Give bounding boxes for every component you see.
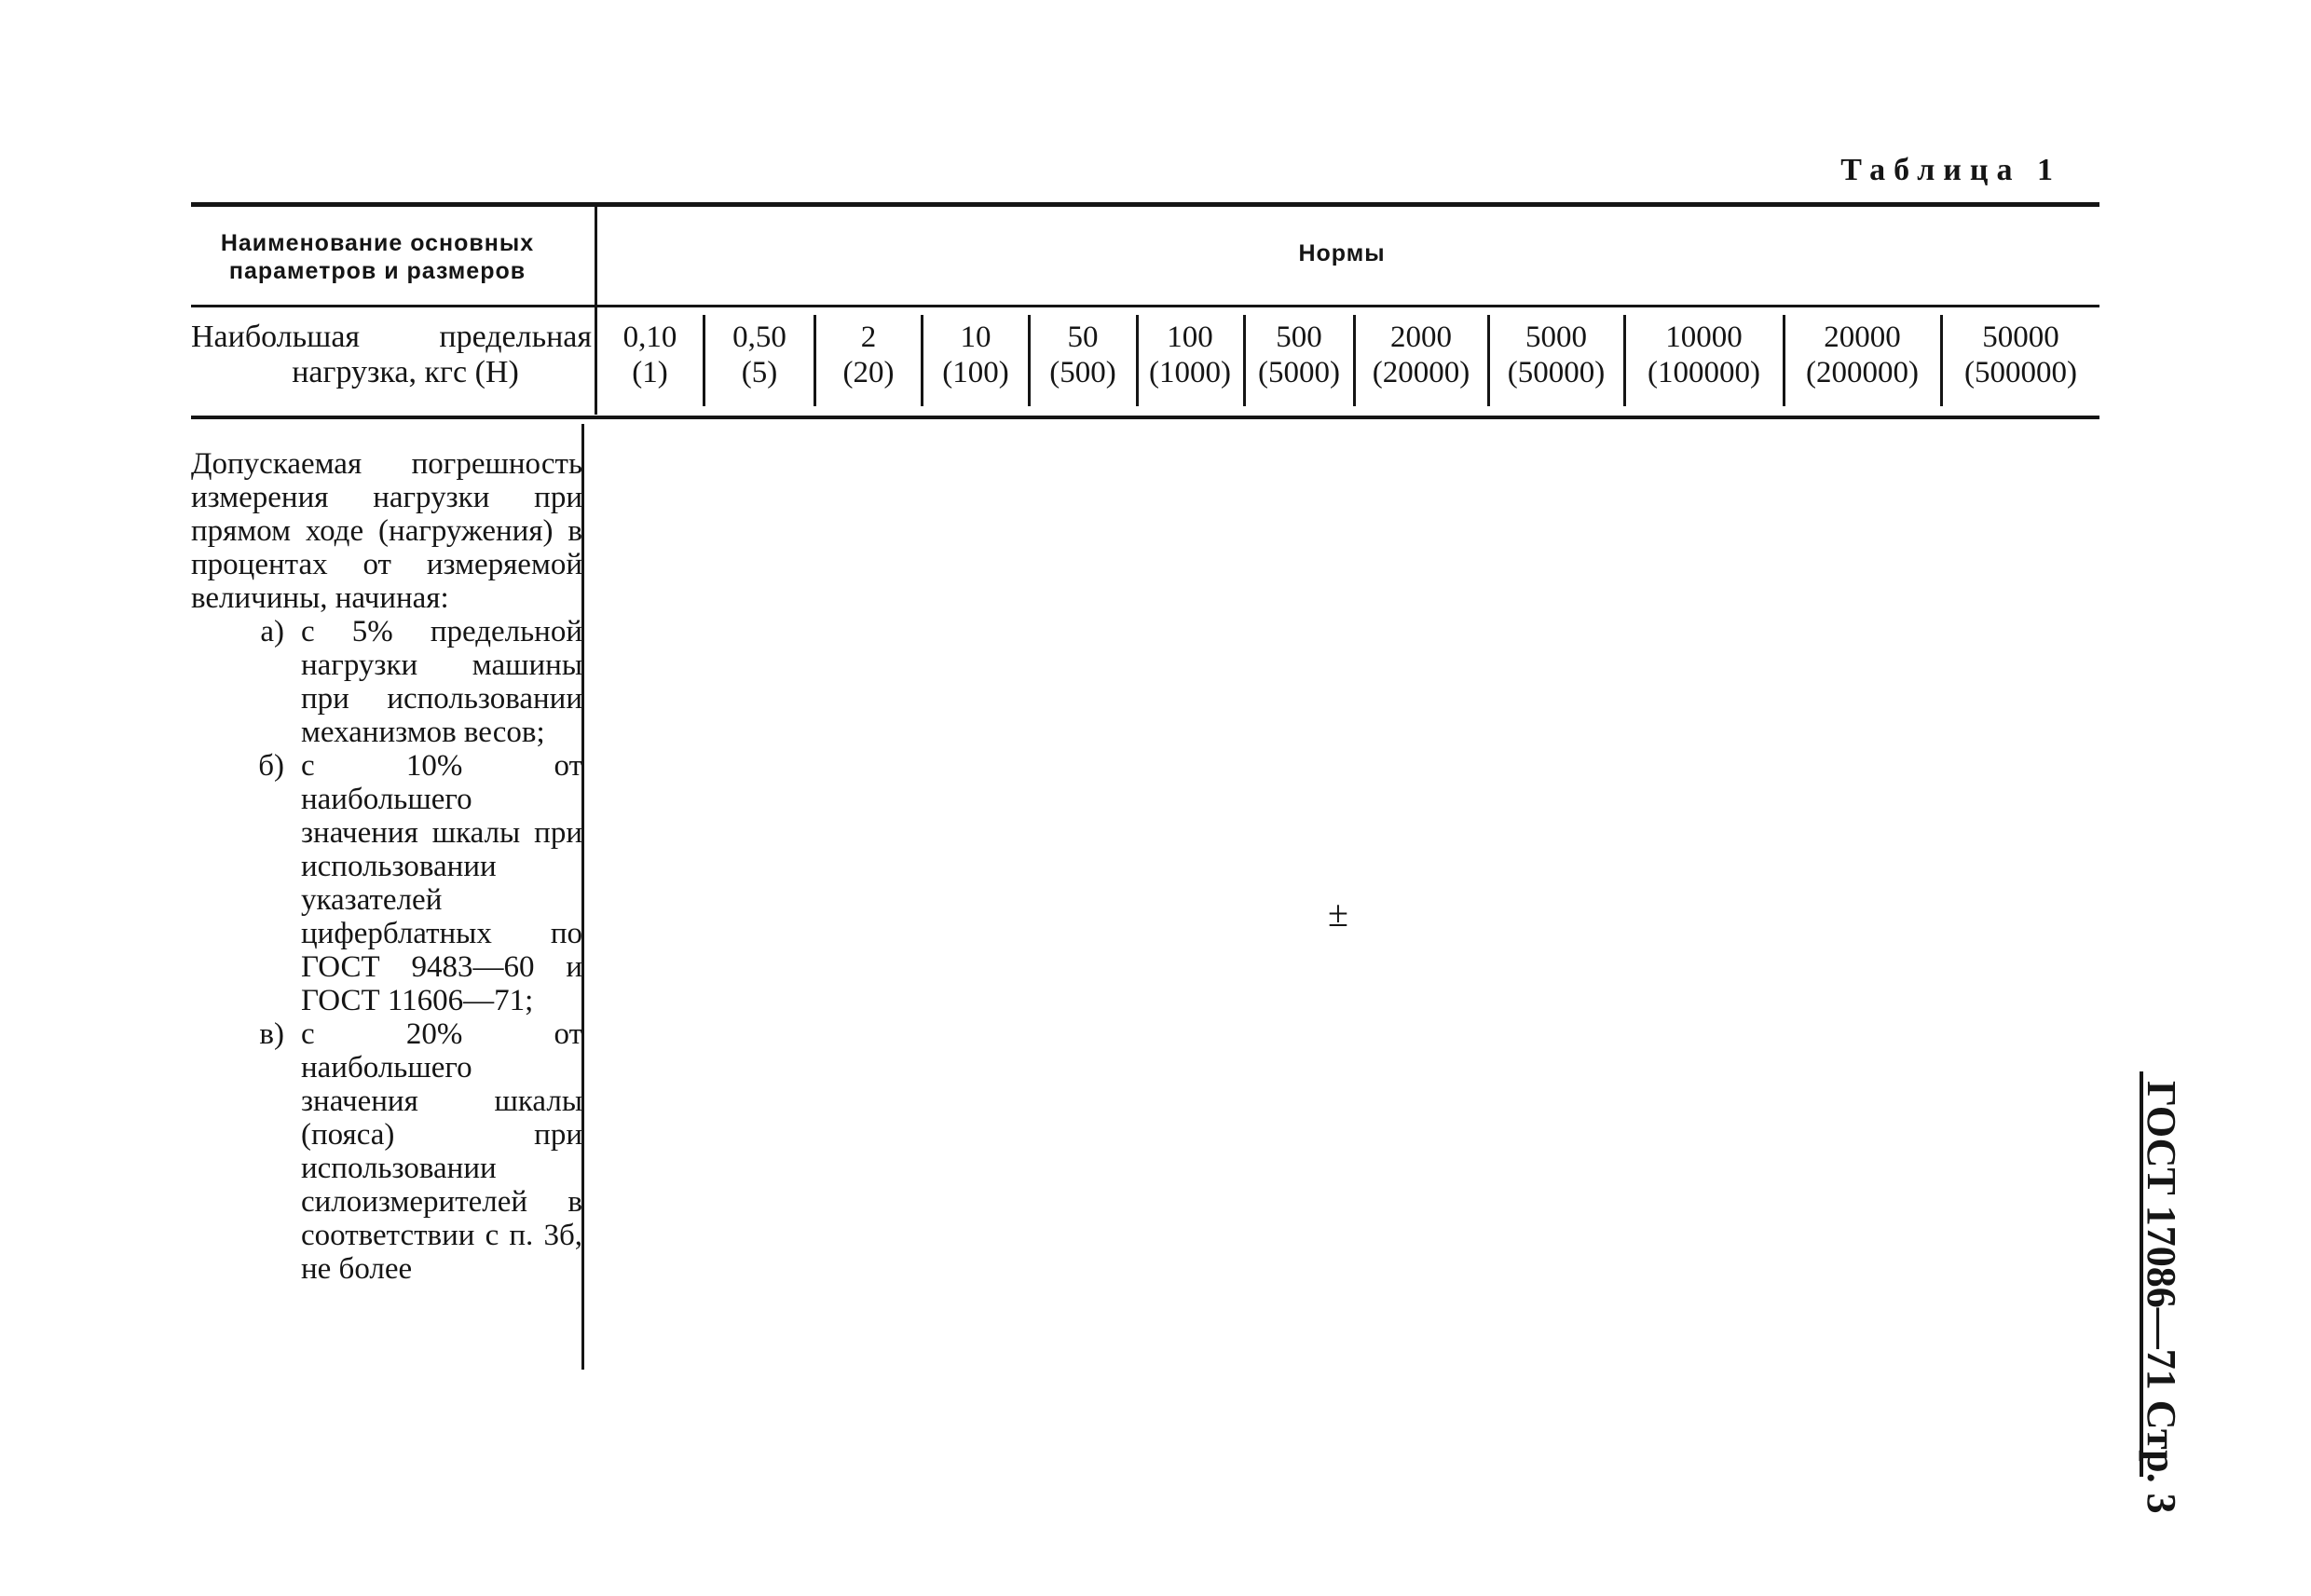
load-newton: (500) [1049, 356, 1116, 389]
load-newton: (5000) [1258, 356, 1340, 389]
load-kgf: 500 [1276, 321, 1322, 354]
load-newton: (50000) [1507, 356, 1606, 389]
load-newton: (100000) [1648, 356, 1760, 389]
load-kgf: 5000 [1525, 321, 1587, 354]
load-kgf: 10000 [1665, 321, 1743, 354]
column-header-norms: Нормы [1298, 240, 1386, 266]
column-header-parameters-line1: Наименование основных [220, 230, 535, 256]
load-value-cell [1247, 320, 1351, 390]
column-header-parameters [191, 229, 564, 285]
tolerance-item [191, 615, 582, 749]
load-value-cell [1786, 320, 1938, 390]
column-header-parameters-line2: параметров и размеров [228, 258, 526, 284]
load-newton: (200000) [1806, 356, 1919, 389]
load-kgf: 2 [860, 321, 877, 354]
value-divider [703, 315, 705, 406]
load-value-cell [924, 320, 1027, 390]
load-value-cell [708, 320, 811, 390]
tolerance-item-mark: в) [259, 1017, 284, 1051]
tolerance-description-text: Допускаемая погрешность измерения нагрузки при прямом ходе (нагружения) в процентах от измеряемой величины, начиная: [191, 447, 582, 615]
side-reference: ГОСТ 17086—71 Стр. 3 [2139, 1081, 2184, 1514]
value-divider [1783, 315, 1785, 406]
header-bottom-rule [191, 305, 2099, 307]
load-newton: (500000) [1964, 356, 2077, 389]
tolerance-item-text: с 5% предельной нагрузки машины при использовании механизмов весов; [301, 615, 582, 749]
tolerance-item-text: с 20% от наибольшего значения шкалы (пояса) при использовании силоизмерителей в соответствии с п. 3б, не более [301, 1017, 582, 1286]
load-value-cell [601, 320, 699, 390]
max-load-label-line2: нагрузка, кгс (Н) [292, 355, 519, 389]
value-divider [921, 315, 923, 406]
load-row-bottom-rule [191, 416, 2099, 419]
tolerance-item-mark: б) [258, 749, 284, 783]
value-divider [1243, 315, 1246, 406]
tolerance-item [191, 749, 582, 1017]
tolerance-item-text: с 10% от наибольшего значения шкалы при использовании указателей циферблатных по ГОСТ 9483—60 и ГОСТ 11606—71; [301, 749, 582, 1017]
value-divider [814, 315, 816, 406]
param-column-divider [595, 207, 597, 415]
load-newton: (20000) [1372, 356, 1470, 389]
load-value-cell [1139, 320, 1241, 390]
value-divider [1940, 315, 1943, 406]
tolerance-value: ± [1328, 893, 1348, 934]
load-value-cell [1627, 320, 1781, 390]
load-kgf: 0,50 [732, 321, 786, 354]
load-value-cell [1032, 320, 1134, 390]
tolerance-item [191, 1017, 582, 1286]
tolerance-item-mark: а) [260, 615, 284, 648]
max-load-label-line1: Наибольшая предельная [191, 320, 592, 354]
load-value-cell [1944, 320, 2098, 390]
table-top-rule [191, 202, 2099, 207]
load-newton: (5) [741, 356, 778, 389]
load-value-cell [1357, 320, 1485, 390]
max-load-label [191, 320, 592, 390]
load-newton: (20) [842, 356, 895, 389]
load-kgf: 50 [1067, 321, 1099, 354]
value-divider [1028, 315, 1031, 406]
load-newton: (1000) [1149, 356, 1231, 389]
load-newton: (100) [942, 356, 1009, 389]
load-value-cell [818, 320, 919, 390]
load-newton: (1) [632, 356, 668, 389]
load-kgf: 10 [960, 321, 991, 354]
tolerance-description [191, 447, 582, 1286]
load-kgf: 100 [1167, 321, 1213, 354]
load-kgf: 0,10 [622, 321, 677, 354]
load-value-cell [1491, 320, 1621, 390]
value-divider [1623, 315, 1626, 406]
load-kgf: 2000 [1390, 321, 1452, 354]
table-label: Таблица 1 [1840, 153, 2061, 187]
value-divider [1353, 315, 1356, 406]
load-kgf: 50000 [1982, 321, 2059, 354]
value-divider [1487, 315, 1490, 406]
load-kgf: 20000 [1824, 321, 1901, 354]
